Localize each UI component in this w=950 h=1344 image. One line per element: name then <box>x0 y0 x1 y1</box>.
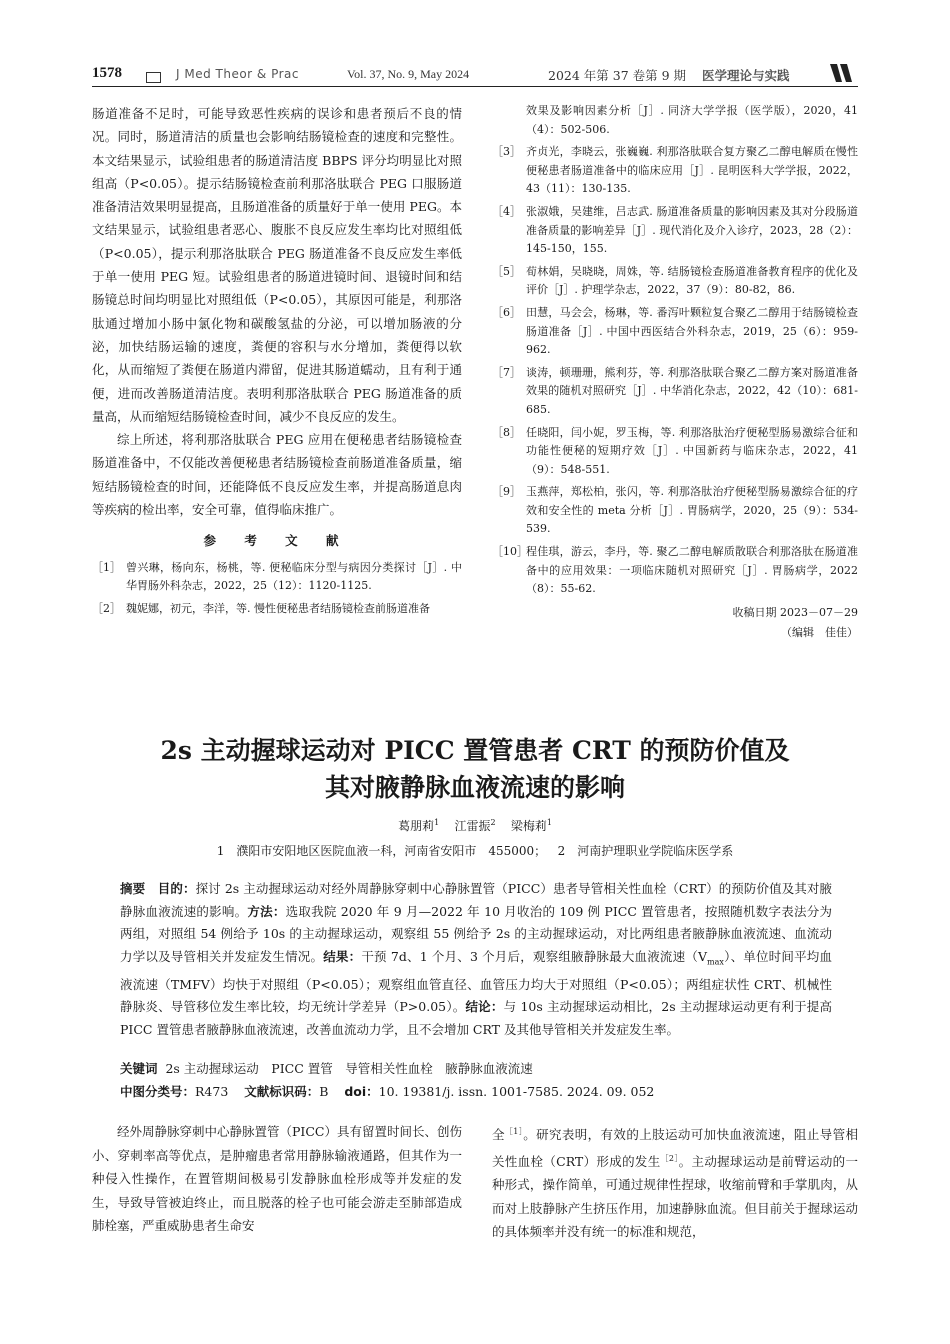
abstract <box>120 878 832 1042</box>
methods-label: 方法： <box>247 903 286 919</box>
reference-text: 张淑娥，吴建维，吕志武. 肠道准备质量的影响因素及其对分段肠道准备质量的影响差异［J］. 现代消化及介入诊疗，2023，28（2）：145-150，155. <box>526 204 858 256</box>
reference-item <box>92 600 462 619</box>
header-rule <box>92 86 858 87</box>
reference-number: ［5］ <box>492 264 521 278</box>
title-line-2: 其对腋静脉血液流速的影响 <box>324 773 625 802</box>
journal-logo-icon <box>828 62 852 84</box>
author-name: 梁梅莉 <box>510 819 547 833</box>
author-name: 葛朋莉 <box>398 819 435 833</box>
received-date: 收稿日期 2023－07－29 <box>732 605 858 619</box>
editor-note: （编辑 佳佳） <box>781 625 858 639</box>
affiliations <box>92 842 858 859</box>
clc-label: 中图分类号： <box>120 1084 196 1099</box>
intro-paragraph-cont <box>492 1120 858 1244</box>
reference-number: ［6］ <box>492 305 521 319</box>
reference-text: 魏妮娜，初元，李洋，等. 慢性便秘患者结肠镜检查前肠道准备 <box>126 601 430 615</box>
volume-info-en: Vol. 37, No. 9, May 2024 <box>347 67 470 81</box>
reference-item <box>492 203 858 259</box>
volume-info-cn: 2024 年第 37 卷第 9 期 <box>548 68 687 83</box>
conclusion-label: 结论： <box>465 999 504 1015</box>
reference-text: 任晓阳，闫小妮，罗玉梅，等. 利那洛肽治疗便秘型肠易激综合征和功能性便秘的短期疗效［J］. 中国新药与临床杂志，2022，41（9）：548-551. <box>526 425 858 476</box>
reference-number: ［8］ <box>492 425 521 439</box>
intro-right-column <box>492 1120 858 1244</box>
classification-line <box>120 1081 832 1103</box>
doc-code-label: 文献标识码： <box>244 1084 320 1099</box>
reference-item <box>492 263 858 300</box>
reference-text: 谈涛，顿珊珊，熊利芬，等. 利那洛肽联合聚乙二醇方案对肠道准备效果的随机对照研究［J］. 中华消化杂志，2022，42（10）：681-685. <box>526 365 858 416</box>
author-list <box>92 817 858 834</box>
affiliation-2: 2 河南护理职业学院临床医学系 <box>557 844 734 858</box>
keywords <box>120 1058 832 1080</box>
citation-mark: ［1］ <box>504 1127 524 1136</box>
page-number: 1578 <box>92 65 122 81</box>
reference-item <box>492 304 858 360</box>
reference-number: ［7］ <box>492 365 521 379</box>
author-affil-mark: 1 <box>546 818 552 827</box>
reference-text: 效果及影响因素分析［J］. 同济大学学报（医学版），2020，41（4）：502-506. <box>526 104 858 136</box>
vmax-subscript: max <box>707 957 724 967</box>
intro-paragraph: 经外周静脉穿刺中心静脉置管（PICC）具有留置时间长、创伤小、穿刺率高等优点，是肿瘤患者常用静脉输液通路，但其作为一种侵入性操作，在置管期间极易引发静脉血栓形成等并发症的发生，导致导管被迫终止，而且脱落的栓子也可能会游走至肺部造成肺栓塞，严重威胁患者生命安 <box>92 1124 462 1233</box>
abstract-methods: 选取我院 2020 年 9 月—2022 年 10 月收治的 109 例 PICC 置管患者，按照随机数字表法分为两组，对照组 54 例给予 10s 的主动握球运动，观察组 55 例给予 2s 的主动握球运动，对比两组患者腋静脉血液流速、血流动力学以及导管相关并发症发生情况。 <box>120 903 832 964</box>
results-label: 结果： <box>323 948 362 964</box>
keywords-text: 2s 主动握球运动 PICC 置管 导管相关性血栓 腋静脉血液流速 <box>165 1061 533 1076</box>
reference-text: 程佳琪，游云，李丹，等. 聚乙二醇电解质散联合利那洛肽在肠道准备中的应用效果：一项临床随机对照研究［J］. 胃肠病学，2022（8）：55-62. <box>526 545 858 596</box>
reference-item <box>492 483 858 539</box>
page-header <box>92 62 858 92</box>
reference-text: 齐贞光，李晓云，张巍巍. 利那洛肽联合复方聚乙二醇电解质在慢性便秘患者肠道准备中的临床应用［J］. 昆明医科大学学报，2022，43（11）：130-135. <box>526 145 858 196</box>
reference-number: ［1］ <box>92 560 121 574</box>
reference-text: 玉燕萍，郑松柏，张闪，等. 利那洛肽治疗便秘型肠易激综合征的疗效和安全性的 meta 分析［J］. 胃肠病学，2020，25（9）：534-539. <box>526 485 858 536</box>
reference-continuation <box>492 102 858 139</box>
reference-item <box>492 543 858 599</box>
journal-name-en: J Med Theor & Prac <box>176 67 300 81</box>
author-name: 江雷振 <box>454 819 491 833</box>
discussion-paragraph: 肠道准备不足时，可能导致恶性疾病的误诊和患者预后不良的情况。同时，肠道清洁的质量也会影响结肠镜检查的速度和完整性。本文结果显示，试验组患者的肠道清洁度 BBPS 评分均明显比对照组高（P<0.05）。提示结肠镜检查前利那洛肽联合 PEG 口服肠道准备清洁效果明显提高，且肠道准备的质量好于单一使用 PEG。本文结果显示，试验组患者恶心、腹胀不良反应发生率均比对照组低（P<0.05），提示利那洛肽联合 PEG 肠道准备不良反应发生率低于单一使用 PEG 短。试验组患者的肠道进镜时间、退镜时间和结肠镜总时间均明显比对照组低（P<0.05），其原因可能是，利那洛肽通过增加小肠中氯化物和碳酸氢盐的分泌，可以增加肠液的分泌，加快结肠运输的速度，粪便的容积与水分增加，粪便得以软化，从而缩短了粪便在肠道内滞留，促进其肠道蠕动，且有利于通便，进而改善肠道清洁度。表明利那洛肽联合 PEG 肠道准备的质量高，从而缩短结肠镜检查时间，减少不良反应的发生。 <box>92 106 462 424</box>
right-column <box>492 102 858 643</box>
journal-name-cn: 医学理论与实践 <box>702 68 790 83</box>
reference-item <box>492 424 858 480</box>
conclusion-paragraph: 综上所述，将利那洛肽联合 PEG 应用在便秘患者结肠镜检查肠道准备中，不仅能改善便秘患者结肠镜检查前肠道准备质量，缩短结肠镜检查的时间，还能降低不良反应发生率，并提高肠道息肉等疾病的检出率，安全可靠，值得临床推广。 <box>92 432 462 518</box>
affiliation-1: 1 濮阳市安阳地区医院血液一科，河南省安阳市 455000； <box>216 844 547 858</box>
left-column <box>92 102 462 622</box>
abstract-objective: 探讨 2s 主动握球运动对经外周静脉穿刺中心静脉置管（PICC）患者导管相关性血栓（CRT）的预防价值及其对腋静脉血液流速的影响。 <box>120 881 832 919</box>
reference-item <box>92 559 462 596</box>
reference-text: 曾兴琳，杨向东，杨桃，等. 便秘临床分型与病因分类探讨［J］. 中华胃肠外科杂志，2022，25（12）：1120-1125. <box>126 560 462 593</box>
author-affil-mark: 1 <box>434 818 440 827</box>
author-affil-mark: 2 <box>490 818 496 827</box>
abstract-conclusion: 与 10s 主动握球运动相比，2s 主动握球运动更有利于提高 PICC 置管患者腋静脉血液流速，改善血流动力学，且不会增加 CRT 及其他导管相关并发症发生率。 <box>120 999 832 1038</box>
doc-code-value: B <box>319 1084 329 1099</box>
clc-value: R473 <box>195 1084 229 1099</box>
title-line-1: 2s 主动握球运动对 PICC 置管患者 CRT 的预防价值及 <box>160 736 790 765</box>
intro-text: 全 <box>492 1127 505 1143</box>
intro-text: 。主动握球运动是前臂运动的一种形式，操作简单，可通过规律性捏球，收缩前臂和手掌肌肉，从而对上肢静脉产生挤压作用，加速静脉血流。但目前关于握球运动的具体频率并没有统一的标准和规范， <box>492 1153 858 1240</box>
article-title <box>92 732 858 806</box>
reference-item <box>492 143 858 199</box>
reference-number: ［2］ <box>92 601 121 615</box>
citation-mark: ［2］ <box>660 1153 679 1163</box>
intro-left-column <box>92 1120 462 1238</box>
reference-item <box>492 364 858 420</box>
reference-number: ［3］ <box>492 145 521 159</box>
abstract-results-cont: ）、单位时间平均血液流速（TMFV）均快于对照组（P<0.05）；观察组血管直径、血管压力均大于对照组（P<0.05）；两组症状性 CRT、机械性静脉炎、导管移位发生率比较，均无统计学差异（P>0.05）。 <box>120 948 832 1015</box>
reference-number: ［10］ <box>492 545 528 559</box>
abstract-label: 摘要 目的： <box>120 881 196 896</box>
intro-text: 。研究表明，有效的上肢运动可加快血液流速，阻止导管相关性血栓（CRT）形成的发生 <box>492 1127 858 1169</box>
header-box-icon <box>146 72 161 83</box>
references-title: 参 考 文 献 <box>203 533 351 549</box>
reference-number: ［4］ <box>492 204 521 218</box>
doi-value: 10. 19381/j. issn. 1001-7585. 2024. 09. 052 <box>378 1084 655 1099</box>
keywords-label: 关键词 <box>120 1061 158 1076</box>
abstract-results: 干预 7d、1 个月、3 个月后，观察组腋静脉最大血液流速（V <box>361 948 708 964</box>
reference-number: ［9］ <box>492 485 521 499</box>
reference-text: 荀林娟，吴晓晓，周姝，等. 结肠镜检查肠道准备教育程序的优化及评价［J］. 护理学杂志，2022，37（9）：80-82，86. <box>526 264 858 297</box>
doi-label: doi： <box>344 1084 379 1099</box>
reference-text: 田慧，马会会，杨琳，等. 番泻叶颗粒复合聚乙二醇用于结肠镜检查肠道准备［J］. 中国中西医结合外科杂志，2019，25（6）：959-962. <box>526 305 858 357</box>
